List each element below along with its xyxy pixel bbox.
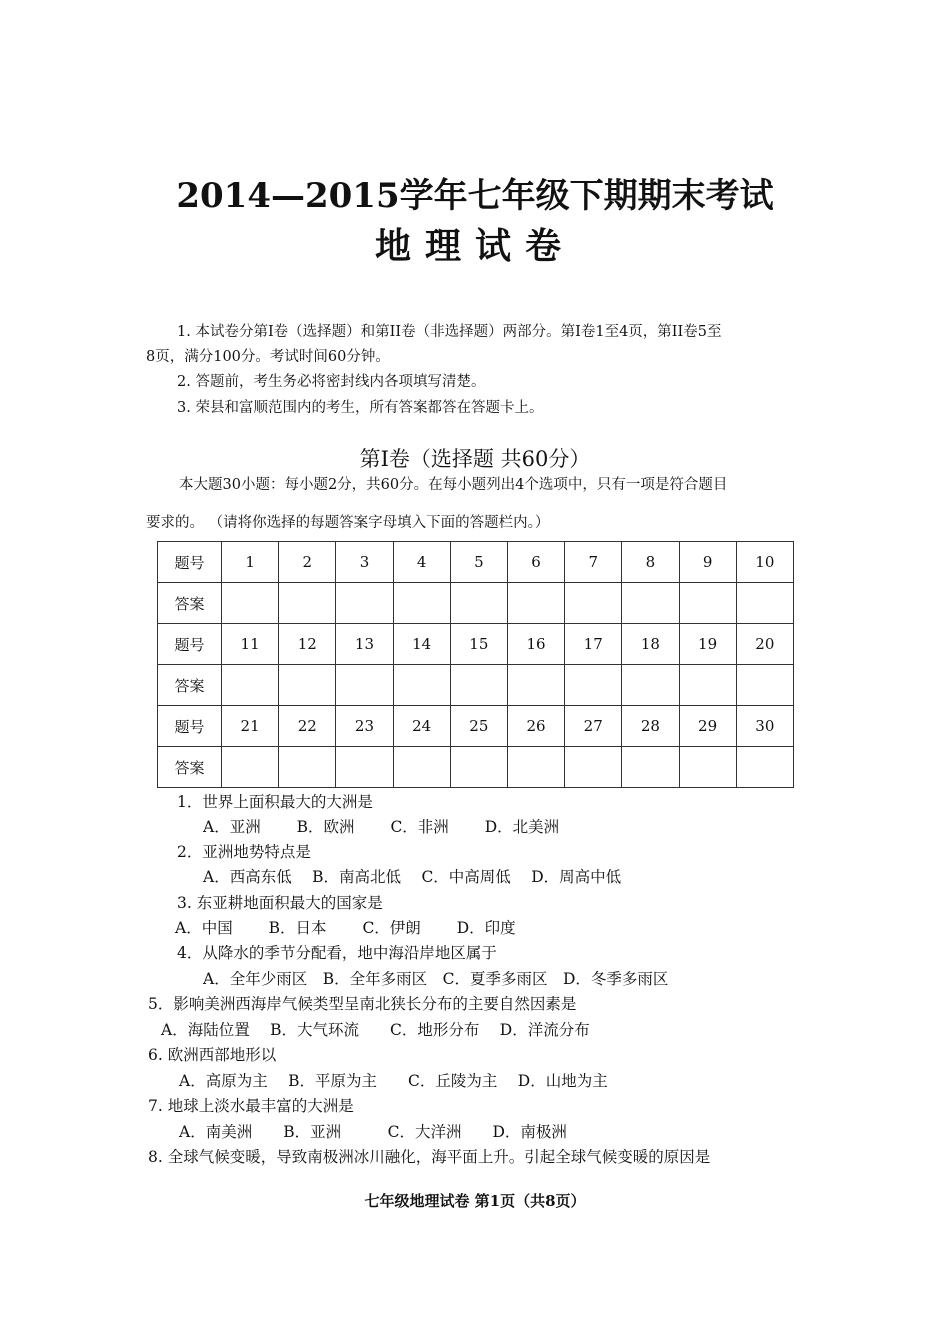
- answer-cell[interactable]: [222, 583, 279, 624]
- answer-cell[interactable]: [736, 583, 793, 624]
- question-stem: 1．世界上面积最大的大洲是: [177, 793, 373, 811]
- question-stem: 6. 欧洲西部地形以: [148, 1046, 277, 1064]
- question-number-cell: 22: [279, 706, 336, 747]
- question-number-cell: 3: [336, 542, 393, 583]
- answer-cell[interactable]: [279, 665, 336, 706]
- question-options: A．高原为主 B．平原为主 C．丘陵为主 D．山地为主: [179, 1072, 608, 1090]
- answer-cell[interactable]: [736, 665, 793, 706]
- question-options: A．海陆位置 B．大气环流 C．地形分布 D．洋流分布: [161, 1021, 590, 1039]
- answer-table: [157, 541, 794, 788]
- question-number-cell: 8: [622, 542, 679, 583]
- answer-cell[interactable]: [622, 665, 679, 706]
- question-number-cell: 20: [736, 624, 793, 665]
- answer-cell[interactable]: [565, 747, 622, 788]
- row-label-answer: 答案: [158, 747, 222, 788]
- question-stem: 2．亚洲地势特点是: [177, 843, 311, 861]
- question-number-cell: 2: [279, 542, 336, 583]
- answer-cell[interactable]: [336, 583, 393, 624]
- answer-cell[interactable]: [622, 583, 679, 624]
- answer-cell[interactable]: [336, 747, 393, 788]
- question-stem: 4．从降水的季节分配看，地中海沿岸地区属于: [177, 944, 497, 962]
- answer-cell[interactable]: [679, 583, 736, 624]
- question-number-cell: 17: [565, 624, 622, 665]
- answer-cell[interactable]: [622, 747, 679, 788]
- answer-cell[interactable]: [222, 665, 279, 706]
- question-number-cell: 9: [679, 542, 736, 583]
- question-number-cell: 28: [622, 706, 679, 747]
- question-options: A．中国 B．日本 C．伊朗 D．印度: [175, 919, 516, 937]
- row-label-answer: 答案: [158, 665, 222, 706]
- exam-subject-title: 地理试卷: [374, 226, 575, 267]
- question-stem: 5．影响美洲西海岸气候类型呈南北狭长分布的主要自然因素是: [148, 995, 577, 1013]
- question-number-cell: 25: [450, 706, 507, 747]
- exam-title: 2014—2015学年七年级下期期末考试: [176, 176, 774, 216]
- table-row: [158, 624, 794, 665]
- answer-cell[interactable]: [679, 747, 736, 788]
- answer-cell[interactable]: [279, 747, 336, 788]
- answer-cell[interactable]: [507, 747, 564, 788]
- answer-cell[interactable]: [450, 665, 507, 706]
- question-number-cell: 7: [565, 542, 622, 583]
- row-label-answer: 答案: [158, 583, 222, 624]
- section-description-line-2: 要求的。 （请将你选择的每题答案字母填入下面的答题栏内。）: [146, 515, 550, 531]
- question-number-cell: 1: [222, 542, 279, 583]
- question-number-cell: 24: [393, 706, 450, 747]
- row-label-number: 题号: [158, 624, 222, 665]
- row-label-number: 题号: [158, 706, 222, 747]
- answer-cell[interactable]: [507, 583, 564, 624]
- question-number-cell: 29: [679, 706, 736, 747]
- answer-cell[interactable]: [679, 665, 736, 706]
- question-options: A．南美洲 B．亚洲 C．大洋洲 D．南极洲: [179, 1123, 567, 1141]
- table-row: [158, 706, 794, 747]
- answer-cell[interactable]: [393, 583, 450, 624]
- table-row: [158, 747, 794, 788]
- question-number-cell: 6: [507, 542, 564, 583]
- question-number-cell: 23: [336, 706, 393, 747]
- question-number-cell: 13: [336, 624, 393, 665]
- question-stem: 7. 地球上淡水最丰富的大洲是: [148, 1097, 354, 1115]
- answer-cell[interactable]: [565, 583, 622, 624]
- table-row: [158, 542, 794, 583]
- answer-cell[interactable]: [279, 583, 336, 624]
- question-number-cell: 14: [393, 624, 450, 665]
- answer-cell[interactable]: [507, 665, 564, 706]
- section-description-line-1: 本大题30小题：每小题2分，共60分。在每小题列出4个选项中，只有一项是符合题目: [179, 477, 728, 493]
- question-number-cell: 4: [393, 542, 450, 583]
- answer-cell[interactable]: [222, 747, 279, 788]
- answer-cell[interactable]: [565, 665, 622, 706]
- instruction-3: 3. 荣县和富顺范围内的考生，所有答案都答在答题卡上。: [177, 400, 544, 416]
- question-number-cell: 18: [622, 624, 679, 665]
- table-row: [158, 665, 794, 706]
- instruction-1-line-2: 8页，满分100分。考试时间60分钟。: [146, 349, 390, 365]
- question-options: A．亚洲 B．欧洲 C．非洲 D．北美洲: [203, 818, 560, 836]
- question-number-cell: 30: [736, 706, 793, 747]
- question-number-cell: 5: [450, 542, 507, 583]
- question-number-cell: 10: [736, 542, 793, 583]
- question-number-cell: 27: [565, 706, 622, 747]
- answer-cell[interactable]: [736, 747, 793, 788]
- question-number-cell: 21: [222, 706, 279, 747]
- question-stem: 8. 全球气候变暖，导致南极洲冰川融化，海平面上升。引起全球气候变暖的原因是: [148, 1148, 711, 1166]
- answer-cell[interactable]: [393, 747, 450, 788]
- question-number-cell: 12: [279, 624, 336, 665]
- page-footer: 七年级地理试卷 第1页（共8页）: [364, 1192, 586, 1210]
- instruction-1-line-1: 1. 本试卷分第I卷（选择题）和第II卷（非选择题）两部分。第I卷1至4页，第II卷5至: [177, 324, 722, 340]
- instruction-2: 2. 答题前，考生务必将密封线内各项填写清楚。: [177, 374, 486, 390]
- question-number-cell: 15: [450, 624, 507, 665]
- row-label-number: 题号: [158, 542, 222, 583]
- question-number-cell: 26: [507, 706, 564, 747]
- question-number-cell: 16: [507, 624, 564, 665]
- question-number-cell: 19: [679, 624, 736, 665]
- question-options: A．全年少雨区 B．全年多雨区 C．夏季多雨区 D．冬季多雨区: [203, 970, 669, 988]
- answer-cell[interactable]: [336, 665, 393, 706]
- table-row: [158, 583, 794, 624]
- question-stem: 3. 东亚耕地面积最大的国家是: [177, 894, 383, 912]
- section-title: 第I卷（选择题 共60分）: [359, 447, 591, 471]
- answer-cell[interactable]: [450, 583, 507, 624]
- answer-cell[interactable]: [393, 665, 450, 706]
- question-number-cell: 11: [222, 624, 279, 665]
- answer-cell[interactable]: [450, 747, 507, 788]
- question-options: A．西高东低 B．南高北低 C．中高周低 D．周高中低: [203, 868, 622, 886]
